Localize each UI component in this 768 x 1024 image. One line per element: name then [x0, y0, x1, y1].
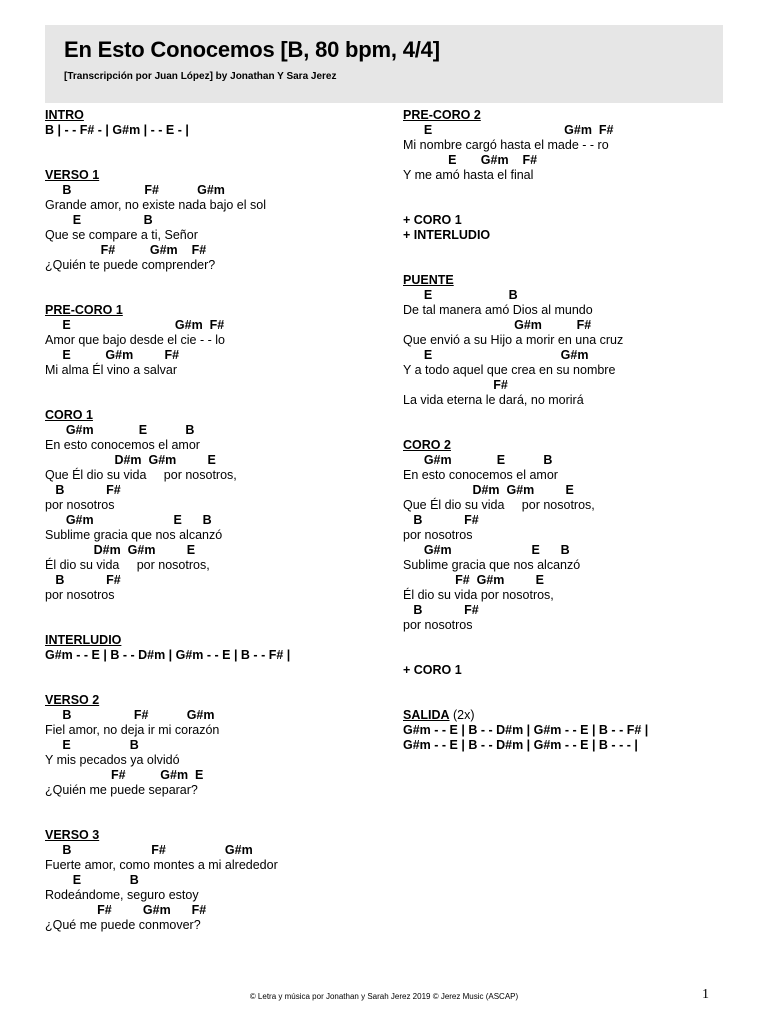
section-heading — [403, 108, 743, 123]
lyric-line: Fuerte amor, como montes a mi alrededor — [45, 858, 278, 872]
song-section — [45, 828, 385, 933]
song-section — [45, 168, 385, 273]
chord-line: D#m G#m E — [403, 483, 574, 497]
lyric-line: ¿Quién me puede separar? — [45, 783, 198, 797]
chord-line: B F# G#m — [45, 708, 215, 722]
section-cue: + INTERLUDIO — [403, 228, 491, 242]
lyric-line: Que envió a su Hijo a morir en una cruz — [403, 333, 624, 347]
chord-line: F# G#m E — [403, 573, 545, 587]
song-section — [403, 708, 743, 753]
song-section — [45, 633, 385, 663]
chord-progression: G#m - - E | B - - D#m | G#m - - E | B - - F# | — [45, 648, 291, 662]
lyric-line: Sublime gracia que nos alcanzó — [45, 528, 223, 542]
section-heading-label: PUENTE — [403, 273, 454, 287]
chord-line: G#m E B — [403, 453, 553, 467]
song-section — [45, 693, 385, 798]
section-heading-label: PRE-CORO 2 — [403, 108, 481, 122]
section-cue: + CORO 1 — [403, 213, 462, 227]
chord-progression: G#m - - E | B - - D#m | G#m - - E | B - - - | — [403, 738, 638, 752]
lyric-line: En esto conocemos el amor — [403, 468, 558, 482]
section-heading — [45, 108, 385, 123]
chord-line: E G#m F# — [403, 153, 538, 167]
lyric-line: Fiel amor, no deja ir mi corazón — [45, 723, 220, 737]
song-section — [45, 408, 385, 603]
section-heading — [45, 828, 385, 843]
song-section — [403, 213, 743, 243]
chord-line: B F# G#m — [45, 843, 253, 857]
section-heading — [403, 438, 743, 453]
lyric-line: Que Él dio su vida por nosotros, — [403, 498, 595, 512]
right-column — [403, 108, 743, 783]
chord-line: F# G#m F# — [45, 243, 207, 257]
chord-line: E G#m F# — [45, 348, 180, 362]
song-section — [403, 273, 743, 408]
lyric-line: Mi nombre cargó hasta el made - - ro — [403, 138, 609, 152]
chord-line: F# — [403, 378, 508, 392]
section-heading-label: VERSO 1 — [45, 168, 100, 182]
chord-line: G#m E B — [403, 543, 570, 557]
section-cue: + CORO 1 — [403, 663, 462, 677]
lyric-line: Y mis pecados ya olvidó — [45, 753, 180, 767]
chord-line: B F# — [403, 603, 479, 617]
section-heading-label: INTERLUDIO — [45, 633, 122, 647]
lyric-line: por nosotros — [45, 498, 115, 512]
chord-line: B F# — [403, 513, 479, 527]
left-column — [45, 108, 385, 963]
section-heading-label: INTRO — [45, 108, 84, 122]
lyric-line: por nosotros — [45, 588, 115, 602]
lyric-line: Mi alma Él vino a salvar — [45, 363, 177, 377]
section-heading-label: VERSO 2 — [45, 693, 100, 707]
lyric-line: Sublime gracia que nos alcanzó — [403, 558, 581, 572]
lyric-line: Él dio su vida por nosotros, — [45, 558, 210, 572]
section-heading-label: CORO 1 — [45, 408, 93, 422]
lyric-line: Amor que bajo desde el cie - - lo — [45, 333, 225, 347]
section-note: (2x) — [449, 708, 475, 722]
lyric-line: Él dio su vida por nosotros, — [403, 588, 554, 602]
song-section — [45, 108, 385, 138]
section-heading — [45, 633, 385, 648]
section-heading — [45, 168, 385, 183]
chord-line: E G#m — [403, 348, 589, 362]
section-heading — [45, 693, 385, 708]
chord-progression: G#m - - E | B - - D#m | G#m - - E | B - - F# | — [403, 723, 649, 737]
section-heading — [403, 708, 743, 723]
chord-line: D#m G#m E — [45, 453, 216, 467]
chord-line: E B — [403, 288, 518, 302]
chord-line: E B — [45, 873, 139, 887]
section-heading-label: CORO 2 — [403, 438, 451, 452]
chord-line: F# G#m F# — [45, 903, 207, 917]
lyric-line: Y me amó hasta el final — [403, 168, 534, 182]
page-number: 1 — [702, 987, 709, 1002]
chord-line: G#m F# — [403, 318, 592, 332]
chord-line: F# G#m E — [45, 768, 204, 782]
lyric-line: La vida eterna le dará, no morirá — [403, 393, 584, 407]
chord-line: G#m E B — [45, 513, 212, 527]
lyric-line: Y a todo aquel que crea en su nombre — [403, 363, 616, 377]
lyric-line: ¿Quién te puede comprender? — [45, 258, 216, 272]
chord-line: D#m G#m E — [45, 543, 196, 557]
chord-line: E B — [45, 738, 139, 752]
chord-line: B F# — [45, 483, 121, 497]
lyric-line: Grande amor, no existe nada bajo el sol — [45, 198, 266, 212]
song-section — [403, 438, 743, 633]
lyric-line: ¿Qué me puede conmover? — [45, 918, 201, 932]
lyric-line: En esto conocemos el amor — [45, 438, 200, 452]
lyric-line: Rodeándome, seguro estoy — [45, 888, 199, 902]
song-section — [403, 108, 743, 183]
chord-progression: B | - - F# - | G#m | - - E - | — [45, 123, 189, 137]
section-heading-label: SALIDA — [403, 708, 450, 722]
song-title: En Esto Conocemos [B, 80 bpm, 4/4] — [64, 37, 440, 62]
header-banner — [45, 25, 723, 103]
section-heading — [45, 303, 385, 318]
chord-line: E G#m F# — [45, 318, 225, 332]
chord-line: B F# — [45, 573, 121, 587]
lyric-line: por nosotros — [403, 618, 473, 632]
chord-line: E G#m F# — [403, 123, 614, 137]
chord-line: E B — [45, 213, 153, 227]
lyric-line: Que se compare a ti, Señor — [45, 228, 198, 242]
song-section — [45, 303, 385, 378]
section-heading — [403, 273, 743, 288]
chord-line: G#m E B — [45, 423, 195, 437]
lyric-line: por nosotros — [403, 528, 473, 542]
section-heading-label: VERSO 3 — [45, 828, 100, 842]
section-heading-label: PRE-CORO 1 — [45, 303, 123, 317]
song-section — [403, 663, 743, 678]
footer-credit: © Letra y música por Jonathan y Sarah Jerez 2019 © Jerez Music (ASCAP) — [249, 992, 519, 1001]
section-heading — [45, 408, 385, 423]
lyric-line: Que Él dio su vida por nosotros, — [45, 468, 237, 482]
song-subtitle: [Transcripción por Juan López] by Jonathan Y Sara Jerez — [64, 71, 337, 82]
chord-line: B F# G#m — [45, 183, 225, 197]
lyric-line: De tal manera amó Dios al mundo — [403, 303, 593, 317]
